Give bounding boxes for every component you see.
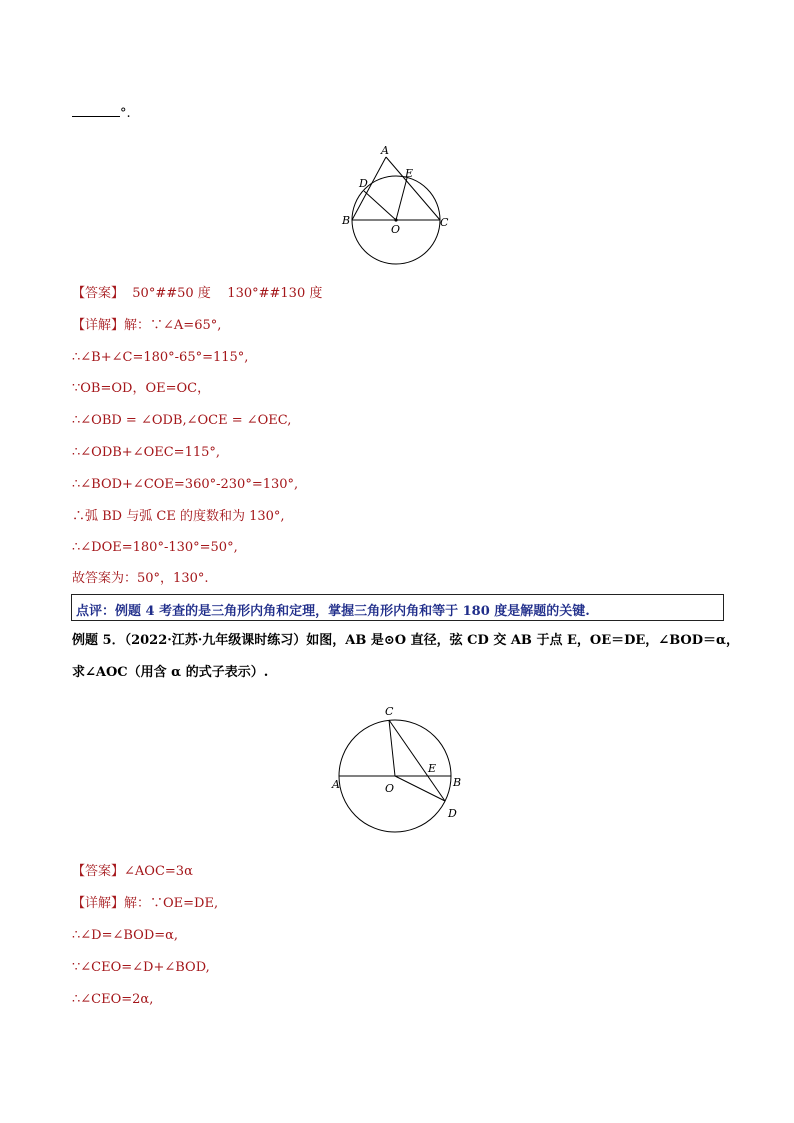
example-5-line-2: 求∠AOC（用含 α 的式子表示）. [72, 665, 269, 680]
fig2-label-a: A [332, 778, 340, 791]
fig1-label-b: B [342, 214, 351, 227]
example-5-line-1: 例题 5．（2022·江苏·九年级课时练习）如图，AB 是⊙O 直径，弦 CD 交 AB 于点 E，OE＝DE，∠BOD＝α， [72, 633, 740, 648]
fig1-label-c: C [440, 216, 449, 229]
detail-1-tag: 【详解】 [72, 318, 125, 333]
answer-2-value: ∠AOC=3α [124, 864, 193, 879]
detail-2-line-1: ∴∠D=∠BOD=α, [72, 928, 179, 943]
fig1-label-a: A [381, 144, 389, 157]
fig2-label-e: E [428, 762, 437, 775]
detail-2-line-2: ∵∠CEO=∠D+∠BOD, [72, 960, 210, 975]
detail-1-line-0 [72, 318, 221, 334]
answer-1 [72, 286, 322, 302]
fig2-label-b: B [453, 776, 462, 789]
detail-1-line-4: ∴∠ODB+∠OEC=115°, [72, 445, 221, 460]
figure-1-circle-triangle [335, 140, 455, 268]
answer-1-value: 50°##50 度 130°##130 度 [132, 286, 323, 301]
comment-box [71, 594, 724, 621]
fig2-label-d: D [448, 807, 457, 820]
detail-1-text-0: 解：∵∠A=65°, [124, 318, 222, 333]
detail-1-line-6: ∴弧 BD 与弧 CE 的度数和为 130°, [72, 509, 285, 524]
answer-2-tag: 【答案】 [72, 864, 125, 879]
detail-2-text-0: 解：∵OE=DE, [124, 896, 219, 911]
detail-2-line-0 [72, 896, 218, 912]
detail-1-line-2: ∵OB=OD，OE=OC， [72, 381, 211, 396]
degree-suffix: °. [120, 106, 131, 121]
fig2-label-c: C [385, 705, 394, 718]
detail-2-line-3: ∴∠CEO=2α, [72, 992, 154, 1007]
blank-line [72, 104, 131, 122]
detail-1-line-1: ∴∠B+∠C=180°-65°=115°, [72, 350, 249, 365]
figure-2-circle-chord [325, 700, 475, 838]
fig1-label-e: E [405, 167, 414, 180]
comment-text: 点评：例题 4 考查的是三角形内角和定理，掌握三角形内角和等于 180 度是解题的关键. [76, 604, 590, 619]
answer-2 [72, 864, 193, 880]
fig1-label-d: D [359, 177, 368, 190]
fig1-label-o: O [391, 223, 401, 236]
detail-2-tag: 【详解】 [72, 896, 125, 911]
detail-1-line-5: ∴∠BOD+∠COE=360°-230°=130°, [72, 477, 299, 492]
detail-1-conclusion: 故答案为：50°，130°. [72, 571, 209, 586]
answer-1-tag: 【答案】 [72, 286, 125, 301]
fig2-label-o: O [385, 782, 395, 795]
detail-1-line-7: ∴∠DOE=180°-130°=50°, [72, 540, 238, 555]
answer-blank [72, 104, 120, 117]
detail-1-line-3: ∴∠OBD = ∠ODB,∠OCE = ∠OEC, [72, 413, 292, 428]
